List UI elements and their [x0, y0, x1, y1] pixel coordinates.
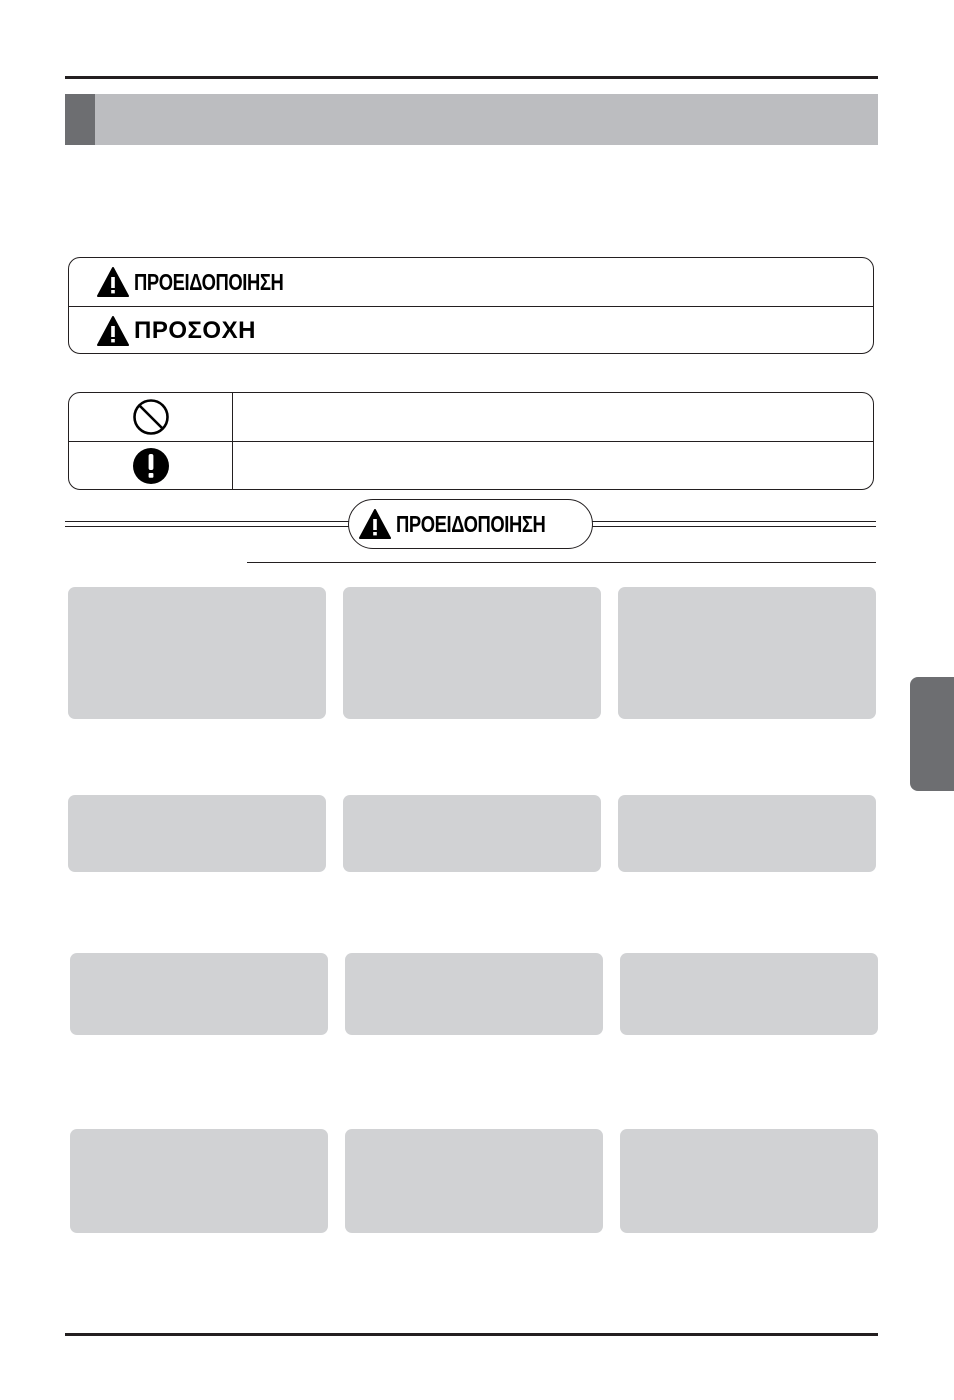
warning-triangle-icon: [358, 508, 392, 540]
title-tab: [65, 94, 95, 145]
bottom-rule: [65, 1333, 878, 1336]
prohibited-circle-icon: [132, 398, 170, 436]
legend-row-warning: [69, 258, 873, 306]
illustration-panel: [68, 587, 326, 719]
symbol-row-prohibited: [69, 393, 873, 441]
section-heading: ΠΡΟΕΙΔΟΠΟΙΗΣΗ: [396, 510, 546, 537]
section-rule-right: [592, 521, 876, 527]
symbol-row-mandatory: [69, 441, 873, 490]
section-rule-left: [65, 521, 350, 527]
illustration-panel: [345, 953, 603, 1035]
title-bar: [65, 94, 878, 145]
legend-row-caution: [69, 306, 873, 354]
top-rule: [65, 76, 878, 79]
illustration-panel: [620, 953, 878, 1035]
sub-rule: [247, 562, 876, 563]
symbol-cell: [69, 442, 233, 490]
illustration-panel: [70, 953, 328, 1035]
illustration-panel: [68, 795, 326, 872]
section-heading-badge: [348, 499, 593, 549]
warning-label: ΠΡΟΕΙΔΟΠΟΙΗΣΗ: [134, 268, 284, 295]
illustration-panel: [345, 1129, 603, 1233]
symbol-legend-box: [68, 392, 874, 490]
caution-label: ΠΡΟΣΟΧΗ: [134, 316, 256, 344]
symbol-cell: [69, 393, 233, 441]
warning-triangle-icon: [96, 266, 130, 298]
illustration-panel: [620, 1129, 878, 1233]
illustration-panel: [618, 587, 876, 719]
hazard-legend-box: [68, 257, 874, 354]
illustration-panel: [618, 795, 876, 872]
illustration-panel: [70, 1129, 328, 1233]
exclamation-circle-icon: [132, 447, 170, 485]
side-language-tab: [910, 677, 954, 791]
illustration-panel: [343, 795, 601, 872]
illustration-panel: [343, 587, 601, 719]
caution-triangle-icon: [96, 315, 130, 347]
